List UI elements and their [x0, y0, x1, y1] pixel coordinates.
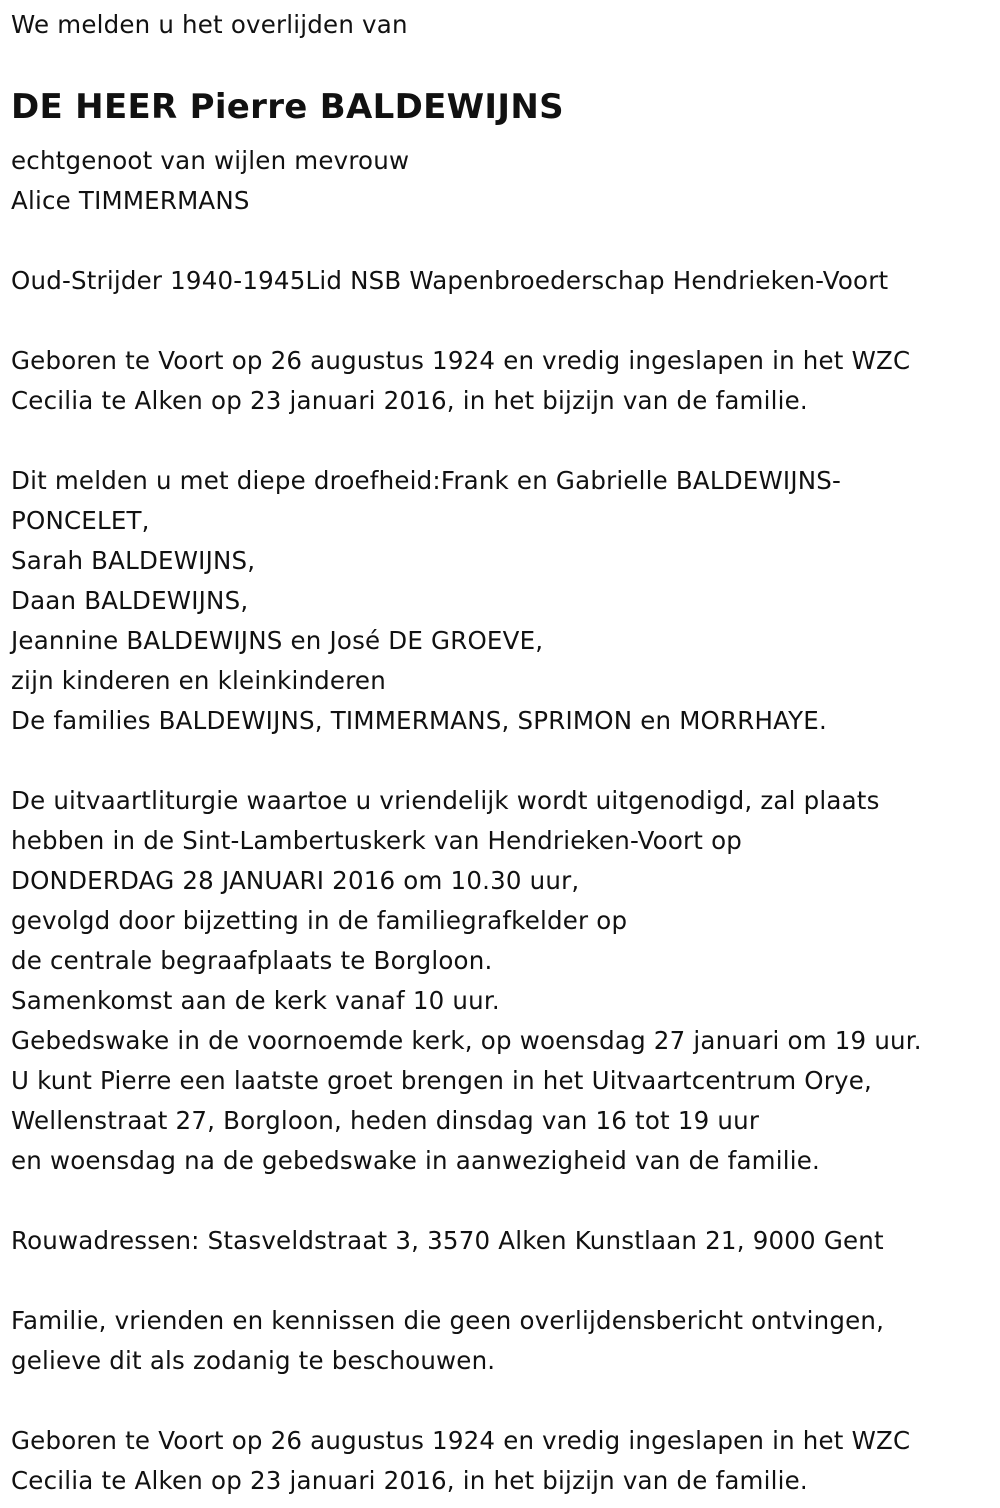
birth-death-line: Geboren te Voort op 26 augustus 1924 en vredig ingeslapen in het WZC	[11, 346, 911, 375]
spacer	[11, 1381, 988, 1421]
funeral-line: Wellenstraat 27, Borgloon, heden dinsdag van 16 tot 19 uur	[11, 1106, 760, 1135]
spacer	[11, 741, 988, 781]
birth-death-line: Cecilia te Alken op 23 januari 2016, in het bijzijn van de familie.	[11, 386, 808, 415]
mourners-line: Sarah BALDEWIJNS,	[11, 546, 256, 575]
birth-death-repeat-line: Cecilia te Alken op 23 januari 2016, in het bijzijn van de familie.	[11, 1466, 808, 1495]
mourners-line: Daan BALDEWIJNS,	[11, 586, 249, 615]
notice-line: Familie, vrienden en kennissen die geen overlijdensbericht ontvingen,	[11, 1306, 885, 1335]
spacer	[11, 301, 988, 341]
spouse-name: Alice TIMMERMANS	[11, 186, 250, 215]
spouse-line: echtgenoot van wijlen mevrouw	[11, 146, 410, 175]
funeral-line: Gebedswake in de voornoemde kerk, op woensdag 27 januari om 19 uur.	[11, 1026, 922, 1055]
spacer	[11, 221, 988, 261]
funeral-line: U kunt Pierre een laatste groet brengen in het Uitvaartcentrum Orye,	[11, 1066, 872, 1095]
notice-line: gelieve dit als zodanig te beschouwen.	[11, 1346, 496, 1375]
deceased-name: DE HEER Pierre BALDEWIJNS	[11, 87, 564, 127]
mourners-line: Dit melden u met diepe droefheid:Frank en Gabrielle BALDEWIJNS-	[11, 466, 842, 495]
spacer	[11, 421, 988, 461]
funeral-line: hebben in de Sint-Lambertuskerk van Hendrieken-Voort op	[11, 826, 743, 855]
mourners-line: Jeannine BALDEWIJNS en José DE GROEVE,	[11, 626, 544, 655]
funeral-line: de centrale begraafplaats te Borgloon.	[11, 946, 493, 975]
funeral-line: en woensdag na de gebedswake in aanwezigheid van de familie.	[11, 1146, 821, 1175]
funeral-line: gevolgd door bijzetting in de familiegrafkelder op	[11, 906, 628, 935]
affiliation-text: Oud-Strijder 1940-1945Lid NSB Wapenbroederschap Hendrieken-Voort	[11, 266, 889, 295]
spacer	[11, 1181, 988, 1221]
funeral-line: De uitvaartliturgie waartoe u vriendelijk wordt uitgenodigd, zal plaats	[11, 786, 880, 815]
funeral-line: DONDERDAG 28 JANUARI 2016 om 10.30 uur,	[11, 866, 580, 895]
funeral-line: Samenkomst aan de kerk vanaf 10 uur.	[11, 986, 500, 1015]
mourners-line: PONCELET,	[11, 506, 150, 535]
birth-death-repeat-line: Geboren te Voort op 26 augustus 1924 en vredig ingeslapen in het WZC	[11, 1426, 911, 1455]
mourners-line: zijn kinderen en kleinkinderen	[11, 666, 386, 695]
spacer	[11, 1261, 988, 1301]
mourners-line: De families BALDEWIJNS, TIMMERMANS, SPRIMON en MORRHAYE.	[11, 706, 827, 735]
addresses-text: Rouwadressen: Stasveldstraat 3, 3570 Alken Kunstlaan 21, 9000 Gent	[11, 1226, 884, 1255]
intro-text: We melden u het overlijden van	[11, 10, 408, 39]
